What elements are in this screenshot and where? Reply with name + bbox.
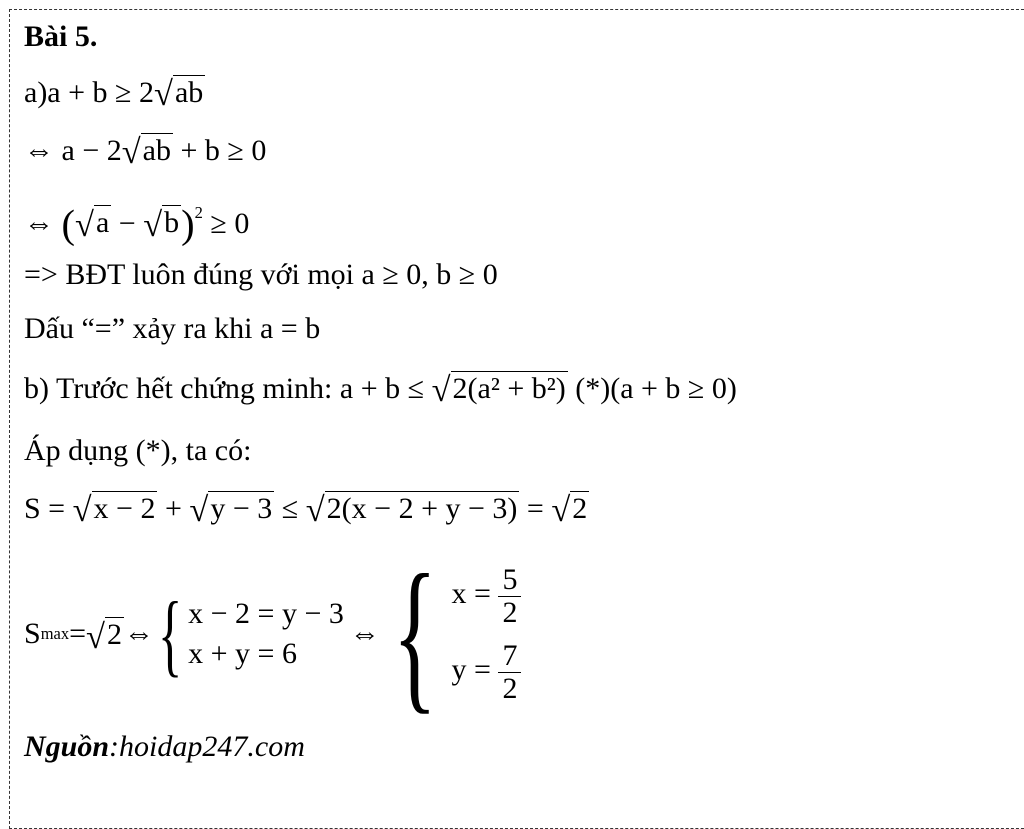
fraction-7-2-den: 2: [502, 671, 518, 705]
smax-label: S: [24, 617, 41, 650]
s-prefix: S =: [24, 492, 73, 525]
fraction-5-2: [498, 564, 521, 628]
part-a-line-3-prefix: ⇔: [24, 206, 62, 240]
fraction-7-2-num: 7: [498, 640, 521, 673]
sqrt-2-sum-body: 2(x − 2 + y − 3): [326, 491, 518, 525]
part-a-equality: Dấu “=” xảy ra khi a = b: [24, 312, 321, 345]
sqrt-ab-body: ab: [174, 75, 204, 109]
left-brace-icon: {: [157, 583, 183, 685]
exponent-2: 2: [194, 203, 203, 222]
sqrt-b: √ b: [143, 205, 180, 244]
system-2: [380, 540, 522, 728]
smax-subscript: max: [40, 624, 70, 643]
source-label: Nguồn: [24, 730, 110, 763]
sqrt-b-body: b: [164, 206, 180, 240]
sqrt-y-minus-3: √ y − 3: [189, 491, 273, 529]
sqrt-2-body: 2: [572, 491, 588, 525]
smax-sqrt-2-body: 2: [106, 618, 122, 652]
exercise-title: Bài 5.: [24, 20, 98, 53]
smax-eq: =: [69, 617, 87, 650]
fraction-5-2-den: 2: [502, 595, 518, 629]
sqrt-a: √ a: [75, 205, 110, 244]
part-a-line-3: ⇔ ( √ a − √ b )$^2$ ≥ 0: [24, 201, 250, 247]
system-1: [154, 583, 344, 685]
part-b-intro: [24, 370, 737, 409]
le-sign: ≤: [274, 492, 306, 525]
plus-sign: +: [157, 492, 190, 525]
part-a-line-3-suffix: ≥ 0: [202, 206, 250, 240]
solution-y: [452, 640, 522, 704]
solution-x-label: x =: [451, 576, 499, 610]
sqrt-ab-2: √ ab: [121, 133, 171, 171]
sqrt-x-minus-2: √ x − 2: [72, 491, 156, 529]
left-brace-icon-2: {: [392, 540, 438, 728]
solution-y-label: y =: [451, 652, 499, 686]
part-a-line-2: [24, 132, 267, 171]
part-a-line-2-prefix: ⇔ a − 2: [24, 134, 122, 167]
sqrt-y-minus-3-body: y − 3: [210, 491, 273, 525]
sqrt-2: √ 2: [551, 491, 588, 529]
system-1-row-1: x − 2 = y − 3: [188, 597, 344, 630]
smax-line: [24, 540, 521, 728]
part-a-conclusion: => BĐT luôn đúng với mọi a ≥ 0, b ≥ 0: [24, 258, 498, 291]
fraction-5-2-num: 5: [498, 564, 521, 597]
sqrt-x-minus-2-body: x − 2: [93, 491, 156, 525]
smax-sqrt-2: √ 2: [86, 617, 122, 656]
iff-sign-1: ⇔: [123, 617, 154, 650]
s-inequality-line: [24, 490, 589, 529]
sqrt-ab-2-body: ab: [142, 133, 171, 167]
eq-sign: =: [519, 492, 552, 525]
source-text: :hoidap247.com: [109, 730, 305, 763]
system-1-row-2: x + y = 6: [188, 637, 297, 670]
part-a-line-1: [24, 74, 205, 113]
source-line: [24, 730, 305, 764]
solution-x: [452, 564, 522, 628]
part-a-line-2-suffix: + b ≥ 0: [173, 134, 267, 167]
sqrt-a-body: a: [95, 206, 110, 240]
sqrt-2-sum-squares-body: 2(a² + b²): [452, 371, 566, 405]
part-b-apply: Áp dụng (*), ta có:: [24, 434, 252, 467]
sqrt-2-sum: √ 2(x − 2 + y − 3): [305, 491, 518, 529]
part-b-intro-suffix: (*)(a + b ≥ 0): [567, 372, 737, 405]
sqrt-2-sum-squares: √ 2(a² + b²): [431, 371, 566, 409]
part-b-intro-prefix: b) Trước hết chứng minh: a + b ≤: [24, 372, 432, 405]
part-a-line-1-prefix: a)a + b ≥ 2: [24, 76, 155, 109]
minus-sign: −: [111, 206, 144, 240]
iff-sign-2: ⇔: [349, 617, 380, 650]
sqrt-ab: √ ab: [154, 75, 204, 113]
fraction-7-2: [498, 640, 521, 704]
